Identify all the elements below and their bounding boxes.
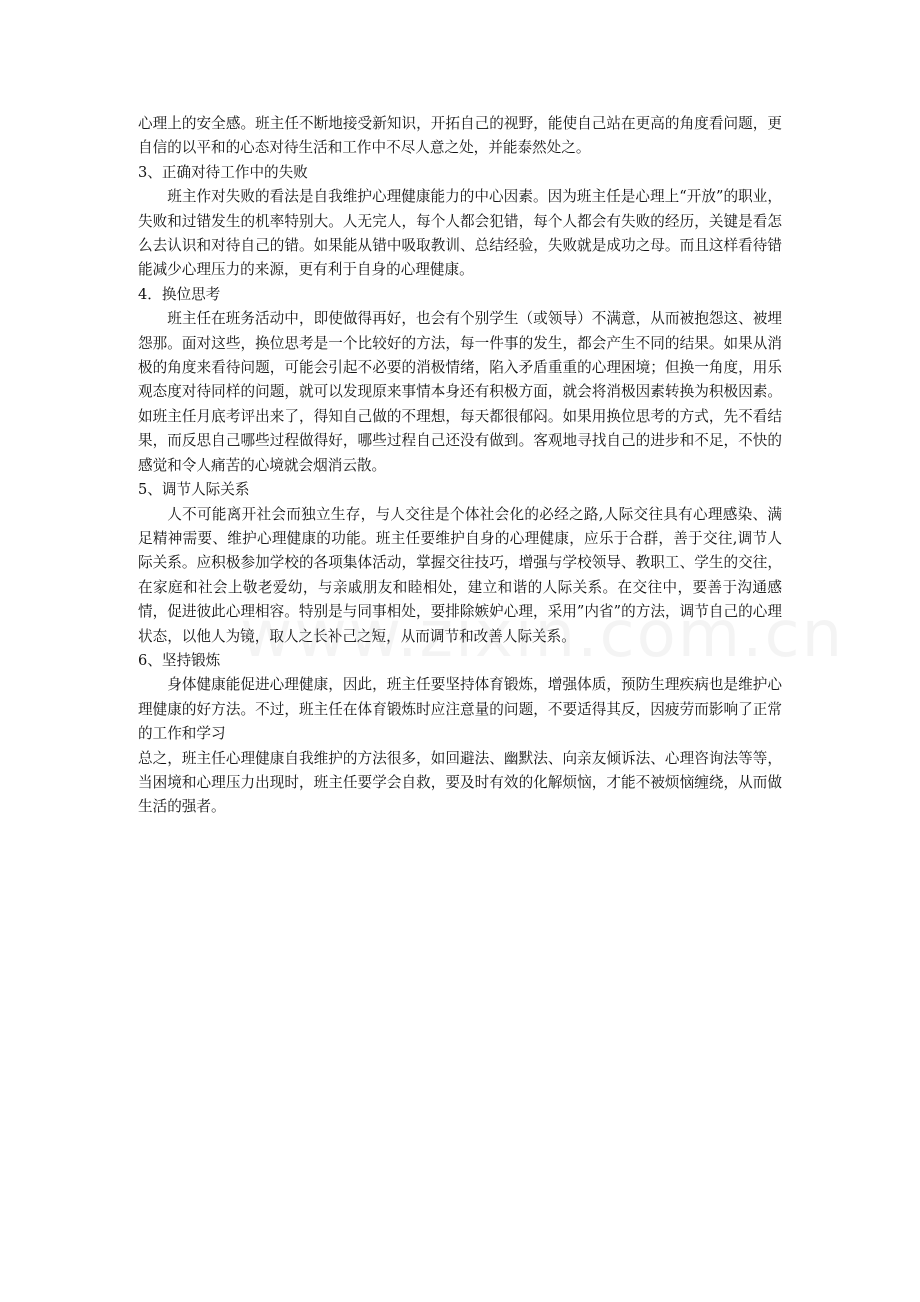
paragraph-intro-continuation: 心理上的安全感。班主任不断地接受新知识，开拓自己的视野，能使自己站在更高的角度看问题，更自信的以平和的心态对待生活和工作中不尽人意之处，并能泰然处之。 (138, 115, 782, 157)
paragraph-section-3: 班主作对失败的看法是自我维护心理健康能力的中心因素。因为班主任是心理上“开放”的职业，失败和过错发生的机率特别大。人无完人，每个人都会犯错，每个人都会有失败的经历，关键是看怎么去认识和对待自己的错。如果能从错中吸取教训、总结经验，失败就是成功之母。而且这样看待错能减少心理压力的来源，更有利于自身的心理健康。 (138, 188, 782, 279)
document-body (138, 112, 782, 820)
paragraph-section-4: 班主任在班务活动中，即使做得再好，也会有个别学生（或领导）不满意，从而被抱怨这、被埋怨那。面对这些，换位思考是一个比较好的方法，每一件事的发生，都会产生不同的结果。如果从消极的角度来看待问题，可能会引起不必要的消极情绪，陷入矛盾重重的心理困境；但换一角度，用乐观态度对待同样的问题，就可以发现原来事情本身还有积极方面，就会将消极因素转换为积极因素。如班主任月底考评出来了，得知自己做的不理想，每天都很郁闷。如果用换位思考的方式，先不看结果，而反思自己哪些过程做得好，哪些过程自己还没有做到。客观地寻找自己的进步和不足，不快的感觉和令人痛苦的心境就会烟消云散。 (138, 310, 782, 474)
section-heading-3: 3、正确对待工作中的失败 (138, 163, 308, 181)
paragraph-section-5: 人不可能离开社会而独立生存，与人交往是个体社会化的必经之路,人际交往具有心理感染、满足精神需要、维护心理健康的功能。班主任要维护自身的心理健康，应乐于合群，善于交往,调节人际关系。应积极参加学校的各项集体活动，掌握交往技巧，增强与学校领导、教职工、学生的交往，在家庭和社会上敬老爱幼，与亲戚朋友和睦相处，建立和谐的人际关系。在交往中，要善于沟通感情，促进彼此心理相容。特别是与同事相处，要排除嫉妒心理，采用”内省”的方法，调节自己的心理状态，以他人为镜，取人之长补己之短，从而调节和改善人际关系。 (138, 505, 782, 645)
paragraph-section-6: 身体健康能促进心理健康，因此，班主任要坚持体育锻炼，增强体质，预防生理疾病也是维护心理健康的好方法。不过，班主任在体育锻炼时应注意量的问题，不要适得其反，因疲劳而影响了正常的工作和学习 (138, 676, 782, 743)
section-heading-5: 5、调节人际关系 (138, 481, 250, 499)
section-heading-6: 6、坚持锻炼 (138, 651, 221, 669)
paragraph-conclusion: 总之，班主任心理健康自我维护的方法很多，如回避法、幽默法、向亲友倾诉法、心理咨询法等等，当困境和心理压力出现时，班主任要学会自救，要及时有效的化解烦恼，才能不被烦恼缠绕，从而做生活的强者。 (138, 749, 782, 816)
section-heading-4: 4．换位思考 (138, 285, 221, 303)
